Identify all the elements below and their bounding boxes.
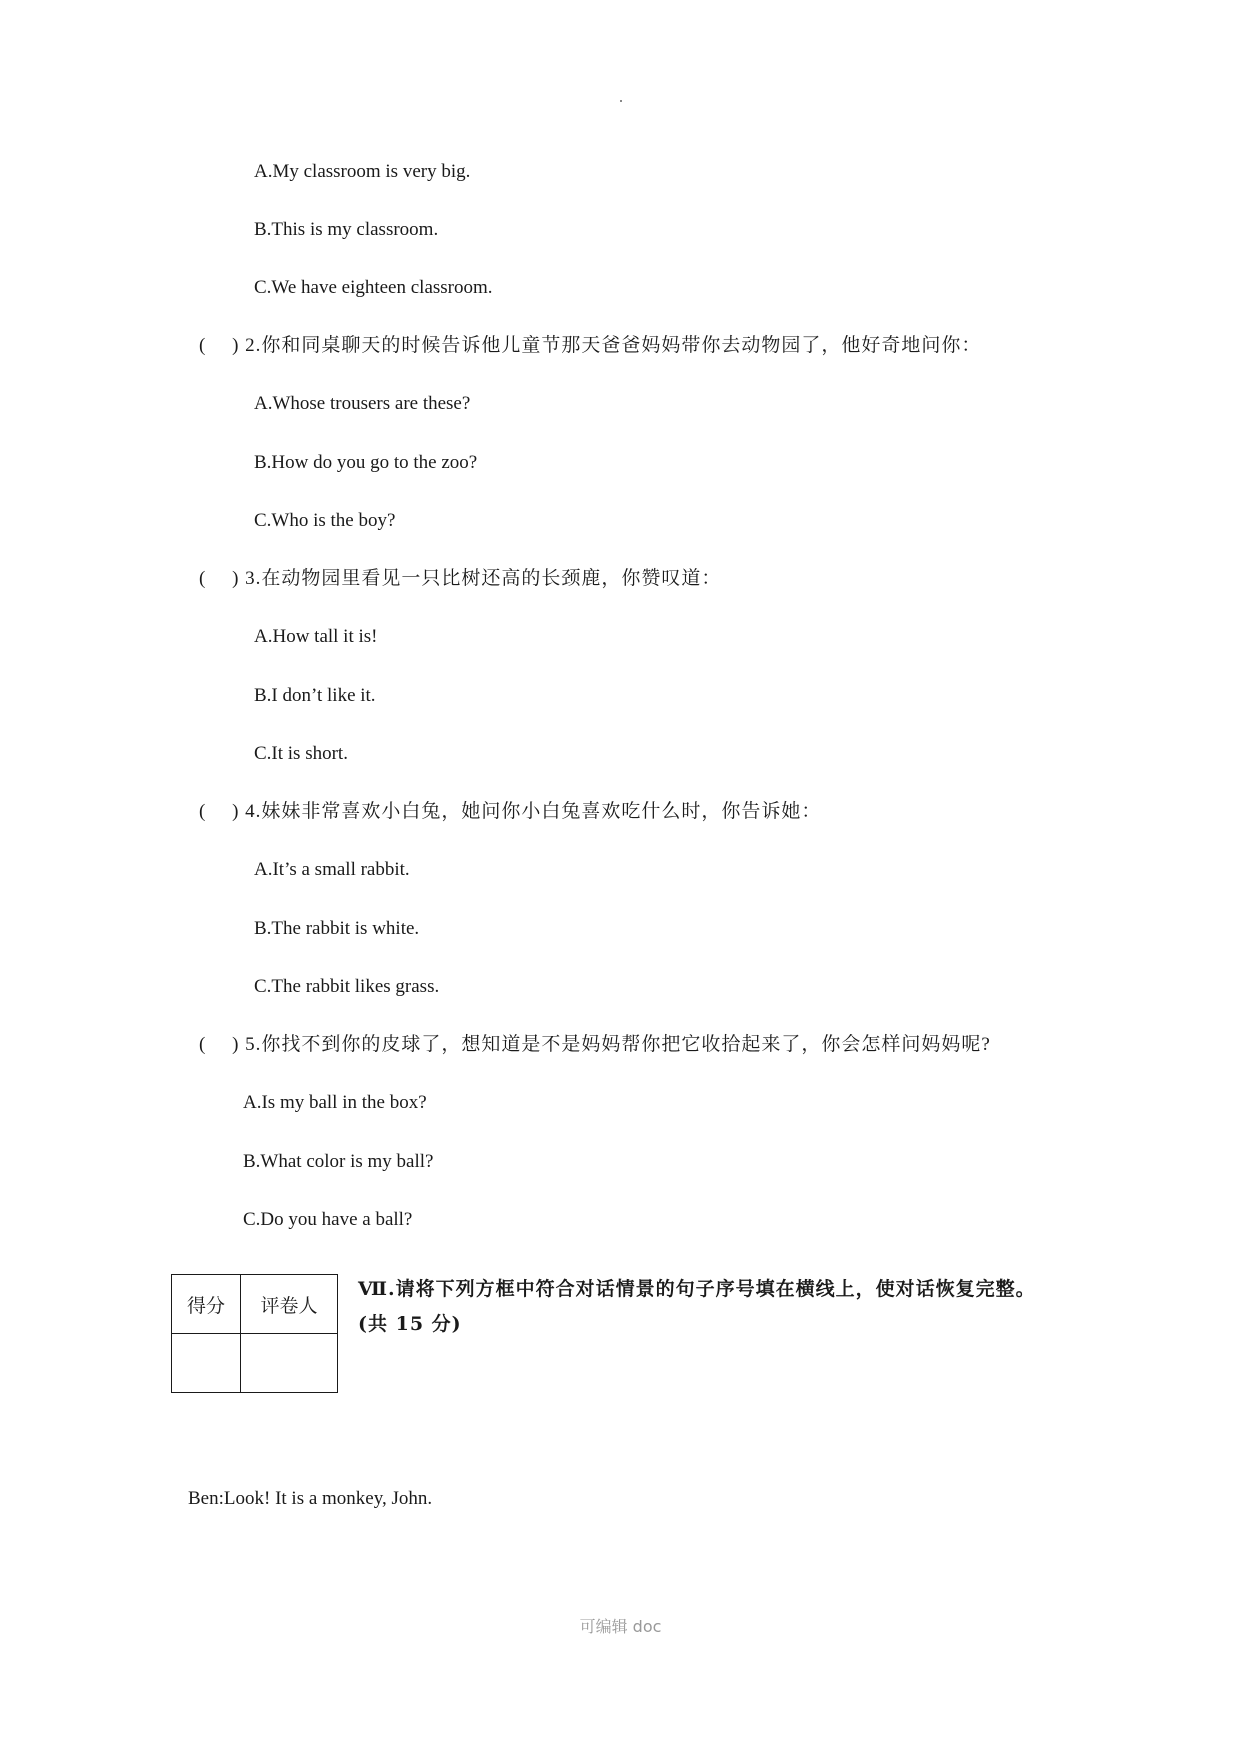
q2-option-b: B.How do you go to the zoo? — [254, 452, 478, 473]
q1-option-a: A.My classroom is very big. — [254, 161, 471, 182]
header-dot — [620, 100, 622, 102]
dialogue-line-1: Ben:Look! It is a monkey, John. — [188, 1488, 433, 1509]
q4-option-c: C.The rabbit likes grass. — [254, 976, 440, 997]
score-table — [171, 1274, 338, 1393]
q2-prompt: ( ) 2.你和同桌聊天的时候告诉他儿童节那天爸爸妈妈带你去动物园了，他好奇地问你： — [199, 335, 982, 356]
score-label: 得分 — [172, 1275, 241, 1334]
q2-option-a: A.Whose trousers are these? — [254, 393, 471, 414]
footer-watermark: 可编辑 doc — [579, 1617, 662, 1636]
q4-option-b: B.The rabbit is white. — [254, 918, 420, 939]
q4-option-a: A.It’s a small rabbit. — [254, 859, 410, 880]
q2-option-c: C.Who is the boy? — [254, 510, 396, 531]
q3-option-b: B.I don’t like it. — [254, 685, 376, 706]
q3-option-c: C.It is short. — [254, 743, 348, 764]
section-7-title: Ⅶ.请将下列方框中符合对话情景的句子序号填在横线上，使对话恢复完整。(共 15 分) — [358, 1278, 1036, 1335]
q5-option-c: C.Do you have a ball? — [243, 1209, 413, 1230]
q4-prompt: ( ) 4.妹妹非常喜欢小白兔，她问你小白兔喜欢吃什么时，你告诉她： — [199, 801, 822, 822]
q3-prompt: ( ) 3.在动物园里看见一只比树还高的长颈鹿，你赞叹道： — [199, 568, 722, 589]
q3-option-a: A.How tall it is! — [254, 626, 378, 647]
score-cell[interactable] — [172, 1334, 241, 1393]
grader-cell[interactable] — [241, 1334, 338, 1393]
q1-option-c: C.We have eighteen classroom. — [254, 277, 493, 298]
q5-option-a: A.Is my ball in the box? — [243, 1092, 427, 1113]
q1-option-b: B.This is my classroom. — [254, 219, 439, 240]
grader-label: 评卷人 — [241, 1275, 338, 1334]
q5-option-b: B.What color is my ball? — [243, 1151, 434, 1172]
q5-prompt: ( ) 5.你找不到你的皮球了，想知道是不是妈妈帮你把它收拾起来了，你会怎样问妈妈呢? — [199, 1034, 991, 1055]
